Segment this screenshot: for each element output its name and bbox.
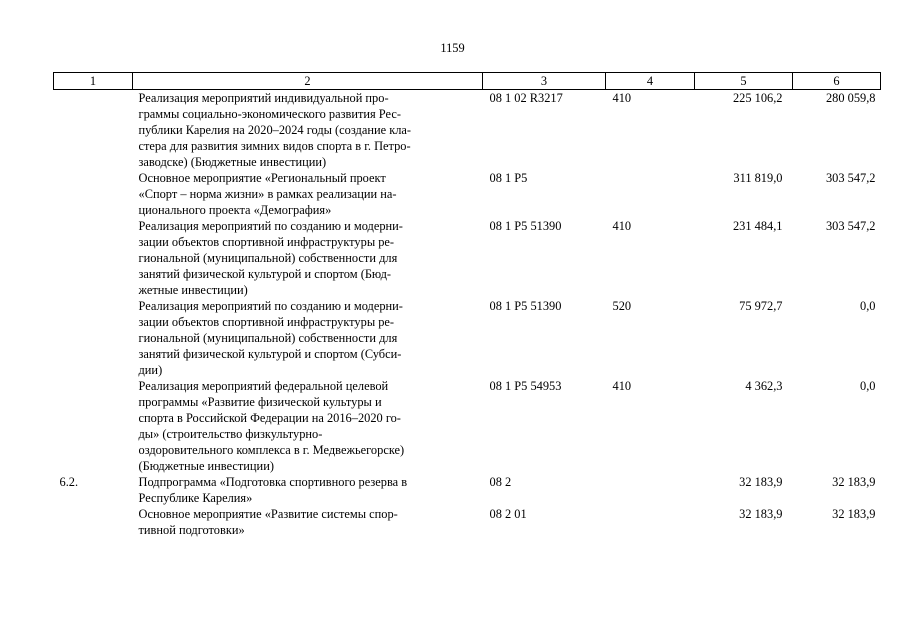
row-name-line: зации объектов спортивной инфраструктуры ре- [138, 315, 395, 329]
row-name-line: Реализация мероприятий по созданию и модерни- [138, 299, 403, 313]
row-number [54, 218, 133, 298]
row-amount-col5: 311 819,0 [733, 171, 783, 185]
row-expense-type [606, 506, 695, 538]
row-target-code: 08 1 02 R3217 [489, 91, 563, 105]
table-row [54, 298, 881, 378]
row-amount-col6: 303 547,2 [825, 219, 876, 233]
table-row [54, 474, 881, 506]
row-amount-col5: 231 484,1 [732, 219, 783, 233]
row-amount-col6: 32 183,9 [832, 507, 876, 521]
column-header: 5 [695, 73, 793, 90]
row-name [133, 218, 483, 298]
row-target-code: 08 1 P5 51390 [489, 219, 562, 233]
row-name-line: оздоровительного комплекса в г. Медвежьегорске) [138, 443, 405, 457]
row-number [54, 298, 133, 378]
row-name-line: Реализация мероприятий федеральной целевой [138, 379, 389, 393]
row-name-line: гиональной (муниципальной) собственности для [138, 331, 398, 345]
row-number: 6.2. [59, 475, 79, 489]
column-header: 6 [793, 73, 881, 90]
table-row [54, 170, 881, 218]
row-name [133, 90, 483, 171]
table-row [54, 378, 881, 474]
row-name-line: (Бюджетные инвестиции) [138, 459, 274, 473]
row-expense-type [606, 474, 695, 506]
row-name-line: граммы социально-экономического развития Рес- [138, 107, 401, 121]
header-row [54, 73, 881, 90]
row-name-line: Основное мероприятие «Региональный проект [138, 171, 386, 185]
row-name-line: спорта в Российской Федерации на 2016–2020 го- [138, 411, 401, 425]
row-name-line: жетные инвестиции) [138, 283, 248, 297]
row-name-line: Подпрограмма «Подготовка спортивного резерва в [138, 475, 408, 489]
row-name-line: стера для развития зимних видов спорта в г. Петро- [138, 139, 411, 153]
row-name-line: Реализация мероприятий по созданию и модерни- [138, 219, 403, 233]
row-name-line: заводске) (Бюджетные инвестиции) [138, 155, 327, 169]
row-target-code: 08 1 P5 54953 [489, 379, 562, 393]
row-expense-type: 520 [612, 299, 632, 313]
row-name-line: Реализация мероприятий индивидуальной про- [138, 91, 389, 105]
row-name-line: «Спорт – норма жизни» в рамках реализации на- [138, 187, 397, 201]
row-target-code: 08 2 01 [489, 507, 527, 521]
row-expense-type [606, 170, 695, 218]
row-amount-col5: 4 362,3 [745, 379, 783, 393]
row-name-line: тивной подготовки» [138, 523, 245, 537]
row-name-line: зации объектов спортивной инфраструктуры ре- [138, 235, 395, 249]
column-header: 3 [483, 73, 606, 90]
row-name-line: занятий физической культурой и спортом (Бюд- [138, 267, 391, 281]
row-amount-col6: 0,0 [860, 299, 876, 313]
row-target-code: 08 2 [489, 475, 512, 489]
row-name [133, 378, 483, 474]
row-amount-col5: 225 106,2 [732, 91, 783, 105]
row-name-line: гиональной (муниципальной) собственности для [138, 251, 398, 265]
row-amount-col6: 280 059,8 [825, 91, 876, 105]
column-header: 4 [606, 73, 695, 90]
table-row [54, 506, 881, 538]
column-header: 2 [133, 73, 483, 90]
row-number [54, 506, 133, 538]
row-target-code: 08 1 P5 51390 [489, 299, 562, 313]
row-expense-type: 410 [612, 379, 632, 393]
row-amount-col5: 75 972,7 [739, 299, 783, 313]
table-body [54, 90, 881, 539]
column-header: 1 [54, 73, 133, 90]
row-name [133, 474, 483, 506]
row-name-line: ды» (строительство физкультурно- [138, 427, 323, 441]
row-name [133, 506, 483, 538]
row-amount-col5: 32 183,9 [739, 475, 783, 489]
row-name-line: занятий физической культурой и спортом (Субси- [138, 347, 402, 361]
row-amount-col6: 0,0 [860, 379, 876, 393]
row-amount-col6: 32 183,9 [832, 475, 876, 489]
row-expense-type: 410 [612, 91, 632, 105]
row-name-line: Республике Карелия» [138, 491, 253, 505]
row-amount-col5: 32 183,9 [739, 507, 783, 521]
table-row [54, 218, 881, 298]
row-name-line: ционального проекта «Демография» [138, 203, 332, 217]
row-expense-type: 410 [612, 219, 632, 233]
row-name-line: публики Карелия на 2020–2024 годы (создание кла- [138, 123, 412, 137]
row-name [133, 298, 483, 378]
row-number [54, 90, 133, 171]
budget-table [53, 72, 881, 538]
row-name-line: Основное мероприятие «Развитие системы спор- [138, 507, 398, 521]
row-name-line: программы «Развитие физической культуры и [138, 395, 382, 409]
table-row [54, 90, 881, 171]
row-number [54, 378, 133, 474]
row-amount-col6: 303 547,2 [825, 171, 876, 185]
page-number: 1159 [440, 41, 465, 55]
row-number [54, 170, 133, 218]
row-target-code: 08 1 P5 [489, 171, 528, 185]
row-name [133, 170, 483, 218]
row-name-line: дии) [138, 363, 163, 377]
